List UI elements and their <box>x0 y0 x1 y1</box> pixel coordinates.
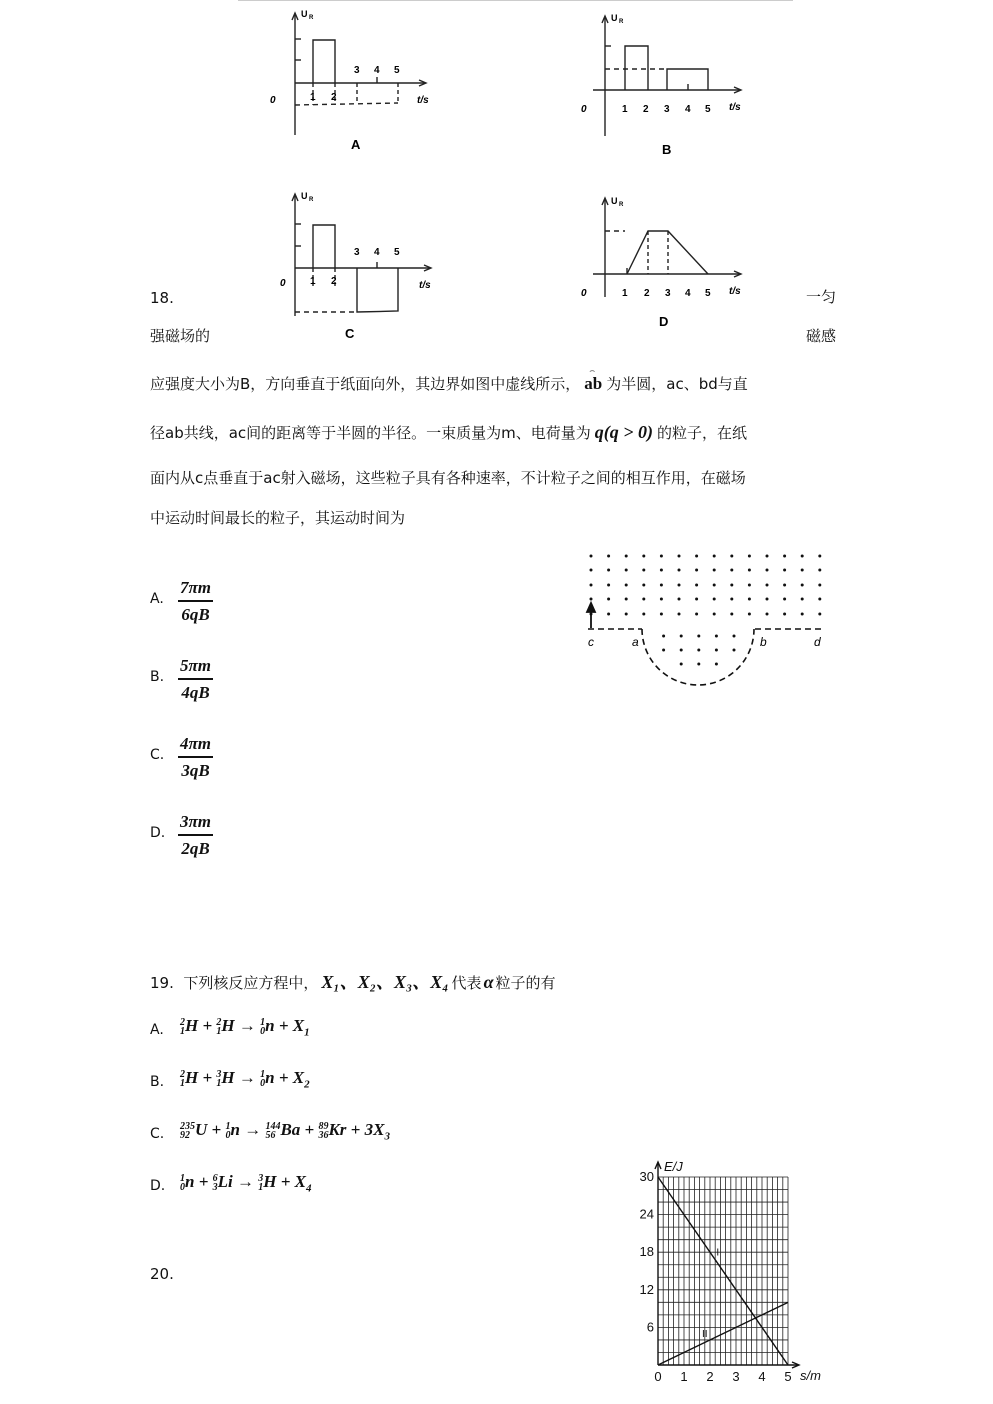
y-tick-label: 30 <box>639 1169 654 1184</box>
field-dot <box>678 569 681 572</box>
q18-line3-b: 为半圆，ac、bd与直 <box>606 375 748 393</box>
field-dot <box>715 635 718 638</box>
q18-option-d-value[interactable] <box>178 812 213 859</box>
field-dot <box>783 613 786 616</box>
q18-option-c-num: 4πm <box>180 734 212 753</box>
field-dot <box>783 555 786 558</box>
y-tick-label: 18 <box>639 1244 654 1260</box>
field-dot <box>715 663 718 666</box>
graph-c-tick: 1 <box>310 276 316 287</box>
field-dot <box>733 649 736 652</box>
field-dot <box>680 663 683 666</box>
field-dot <box>695 613 698 616</box>
field-dot <box>642 613 645 616</box>
graph-b-ylabel-sub: R <box>619 19 624 25</box>
graph-b-label: B <box>662 142 672 157</box>
field-dot <box>730 569 733 572</box>
q19-vars: X₁、X₂、X₃、X₄ <box>321 972 449 992</box>
graph-b <box>575 8 755 163</box>
field-dot <box>695 584 698 587</box>
field-dot <box>590 598 593 601</box>
graph-a-tick: 3 <box>354 65 360 76</box>
x-tick-label: 5 <box>784 1369 792 1384</box>
q18-line3-a: 应强度大小为B，方向垂直于纸面向外，其边界如图中虚线所示， <box>150 375 581 393</box>
fig-label-b: b <box>760 635 767 649</box>
q19-prompt-a: 下列核反应方程中， <box>183 974 319 992</box>
field-dot <box>660 555 663 558</box>
y-axis-label: E/J <box>664 1159 683 1174</box>
graph-b-tick: 3 <box>664 104 670 115</box>
q19-alpha: α <box>483 972 494 992</box>
field-dot <box>642 598 645 601</box>
graph-c-tick: 4 <box>374 247 380 258</box>
q18-line6: 中运动时间最长的粒子，其运动时间为 <box>150 509 406 527</box>
q18-option-a-num: 7πm <box>180 578 212 597</box>
field-dot <box>695 555 698 558</box>
field-dot <box>783 569 786 572</box>
field-dot <box>695 598 698 601</box>
graph-c-tick: 5 <box>394 247 400 258</box>
graph-a-tick: 1 <box>310 92 316 103</box>
q18-option-b-num: 5πm <box>180 656 212 675</box>
graph-a-ylabel-sub: R <box>309 15 314 21</box>
x-axis-label: s/m <box>800 1368 821 1383</box>
q19-option-a-label[interactable]: A. <box>150 1022 164 1038</box>
q19-option-c-equation[interactable]: 235 92 U + 1 0 n → 144 56 Ba + 89 36 $Kr + 3X_3$ <box>180 1120 390 1143</box>
q18-arc-ab: ⌢ ab <box>584 366 603 393</box>
q19-option-d-equation[interactable]: 1 0 n + 6 3 Li → 3 1 $H + X_4$ <box>180 1172 312 1195</box>
field-dot <box>713 613 716 616</box>
field-dot <box>818 598 821 601</box>
field-dot <box>783 584 786 587</box>
field-dot <box>660 613 663 616</box>
q18-option-d-num: 3πm <box>180 812 212 831</box>
field-dot <box>642 555 645 558</box>
field-dot <box>801 598 804 601</box>
series-line-II <box>658 1302 788 1365</box>
q19-option-c-label[interactable]: C. <box>150 1126 165 1142</box>
field-dot <box>766 613 769 616</box>
field-dot <box>680 635 683 638</box>
field-dot <box>713 598 716 601</box>
q18-option-a-den: 6qB <box>181 604 210 624</box>
q18-option-a-label[interactable]: A. <box>150 591 164 607</box>
q18-line4 <box>150 422 747 443</box>
q18-line4-a: 径ab共线，ac间的距离等于半圆的半径。一束质量为m、电荷量为 <box>150 424 591 442</box>
field-dot <box>818 569 821 572</box>
graph-d-ylabel: U <box>611 196 618 206</box>
q18-option-c-label[interactable]: C. <box>150 747 165 763</box>
q18-option-a-value[interactable] <box>178 578 213 625</box>
field-dot <box>783 598 786 601</box>
field-dot <box>801 613 804 616</box>
q19-option-b-equation[interactable]: 2 1 H + 3 1 H → 1 0 $n + X_2$ <box>180 1068 310 1091</box>
q19-option-a-equation[interactable]: 2 1 H + 2 1 H → 1 0 $n + X_1$ <box>180 1016 310 1039</box>
graph-d <box>575 192 755 337</box>
top-rule <box>238 0 793 1</box>
magnetic-field-figure <box>580 548 830 693</box>
field-dot <box>730 613 733 616</box>
graph-c-ylabel: U <box>301 191 308 201</box>
field-dot <box>713 555 716 558</box>
y-tick-label: 6 <box>646 1319 654 1335</box>
field-dot <box>766 584 769 587</box>
fig-label-d: d <box>814 635 821 649</box>
q18-line4-b: 的粒子，在纸 <box>657 424 748 442</box>
x-tick-label: 0 <box>654 1369 662 1384</box>
graph-a-tick: 5 <box>394 65 400 76</box>
field-dot <box>730 584 733 587</box>
field-dot <box>662 649 665 652</box>
field-dot <box>733 635 736 638</box>
x-tick-label: 2 <box>706 1369 714 1384</box>
q20-number: 20. <box>150 1265 174 1283</box>
field-dot <box>766 569 769 572</box>
y-tick-label: 24 <box>639 1206 654 1222</box>
field-dot <box>697 635 700 638</box>
field-dot <box>818 555 821 558</box>
field-dot <box>678 555 681 558</box>
field-dot <box>713 569 716 572</box>
field-dot <box>625 569 628 572</box>
field-dot <box>590 569 593 572</box>
graph-b-ylabel: U <box>611 13 618 23</box>
q18-option-c-den: 3qB <box>181 760 210 780</box>
graph-c <box>265 188 445 343</box>
field-dot <box>660 584 663 587</box>
field-dot <box>625 584 628 587</box>
q19-option-b-label[interactable]: B. <box>150 1074 165 1090</box>
energy-chart <box>625 1150 825 1390</box>
graph-c-label: C <box>345 326 355 341</box>
graph-b-tick: 4 <box>685 104 691 115</box>
q18-option-c-value[interactable] <box>178 734 213 781</box>
q19-option-d-label[interactable]: D. <box>150 1178 166 1194</box>
field-dot <box>730 598 733 601</box>
field-dot <box>766 598 769 601</box>
field-dot <box>590 584 593 587</box>
graph-a <box>265 5 445 155</box>
field-dot <box>642 569 645 572</box>
field-dot <box>680 649 683 652</box>
graph-d-tick: 1 <box>622 288 628 299</box>
fig-label-c: c <box>588 635 594 649</box>
field-dot <box>748 555 751 558</box>
graph-a-tick: 2 <box>331 92 337 103</box>
graph-b-origin: 0 <box>581 104 587 115</box>
graph-d-tick: 4 <box>685 288 691 299</box>
field-dot <box>660 569 663 572</box>
graph-a-ylabel: U <box>301 9 308 19</box>
graph-d-xlabel: t/s <box>729 286 741 297</box>
q18-charge-math: q(q > 0) <box>594 422 654 442</box>
field-dot <box>607 555 610 558</box>
field-dot <box>748 598 751 601</box>
series-label-I: I <box>716 1247 720 1259</box>
field-dot <box>713 584 716 587</box>
x-tick-label: 1 <box>680 1369 688 1384</box>
series-line-I <box>658 1177 788 1365</box>
q18-line2-right: 磁感 <box>806 327 837 345</box>
field-dot <box>660 598 663 601</box>
field-dot <box>801 584 804 587</box>
field-dot <box>625 555 628 558</box>
graph-d-tick: 2 <box>644 288 650 299</box>
field-dot <box>607 598 610 601</box>
graph-c-tick: 2 <box>331 276 337 287</box>
q18-option-d-label[interactable]: D. <box>150 825 166 841</box>
q18-lead-right: 一匀 <box>806 288 837 306</box>
field-dot <box>766 555 769 558</box>
graph-a-xlabel: t/s <box>417 95 429 106</box>
fig-label-a: a <box>632 635 639 649</box>
field-dot <box>625 598 628 601</box>
field-dot <box>607 613 610 616</box>
graph-d-label: D <box>659 314 669 329</box>
field-dot <box>695 569 698 572</box>
field-dot <box>607 584 610 587</box>
q19-prompt-c: 粒子的有 <box>495 974 556 992</box>
graph-a-label: A <box>351 137 361 152</box>
graph-c-tick: 3 <box>354 247 360 258</box>
field-dot <box>818 584 821 587</box>
graph-b-tick: 2 <box>643 104 649 115</box>
field-dot <box>697 663 700 666</box>
q18-option-b-label[interactable]: B. <box>150 669 165 685</box>
graph-c-xlabel: t/s <box>419 280 431 291</box>
q19-prompt-b: 代表 <box>451 974 482 992</box>
series-label-II: II <box>702 1328 708 1340</box>
field-dot <box>818 613 821 616</box>
y-tick-label: 12 <box>639 1281 654 1297</box>
q18-option-d-den: 2qB <box>181 838 210 858</box>
x-tick-label: 4 <box>758 1369 766 1384</box>
graph-d-ylabel-sub: R <box>619 202 624 208</box>
field-dot <box>607 569 610 572</box>
field-dot <box>662 635 665 638</box>
x-tick-label: 3 <box>732 1369 740 1384</box>
graph-a-tick: 4 <box>374 65 380 76</box>
q18-number: 18. <box>150 289 174 307</box>
graph-a-origin: 0 <box>270 95 276 106</box>
field-dot <box>625 613 628 616</box>
field-dot <box>748 584 751 587</box>
field-dot <box>590 555 593 558</box>
field-dot <box>715 649 718 652</box>
field-dot <box>748 569 751 572</box>
field-dot <box>678 613 681 616</box>
q19-number: 19. <box>150 974 174 992</box>
field-dot <box>801 569 804 572</box>
q18-line5: 面内从c点垂直于ac射入磁场，这些粒子具有各种速率，不计粒子之间的相互作用，在磁场 <box>150 469 746 487</box>
q18-option-b-value[interactable] <box>178 656 213 703</box>
graph-c-ylabel-sub: R <box>309 197 314 203</box>
field-dot <box>730 555 733 558</box>
q19-prompt <box>150 968 556 994</box>
field-dot <box>678 584 681 587</box>
field-dot <box>642 584 645 587</box>
graph-c-origin: 0 <box>280 278 286 289</box>
graph-d-tick: 5 <box>705 288 711 299</box>
q18-line2-left: 强磁场的 <box>150 327 211 345</box>
graph-b-xlabel: t/s <box>729 102 741 113</box>
graph-b-tick: 1 <box>622 104 628 115</box>
field-dot <box>748 613 751 616</box>
field-dot <box>697 649 700 652</box>
graph-b-tick: 5 <box>705 104 711 115</box>
q18-line3 <box>150 366 748 394</box>
q18-option-b-den: 4qB <box>181 682 210 702</box>
field-dot <box>801 555 804 558</box>
field-dot <box>678 598 681 601</box>
q18-arc-ab-text: ab <box>584 374 603 393</box>
graph-d-origin: 0 <box>581 288 587 299</box>
graph-d-tick: 3 <box>665 288 671 299</box>
